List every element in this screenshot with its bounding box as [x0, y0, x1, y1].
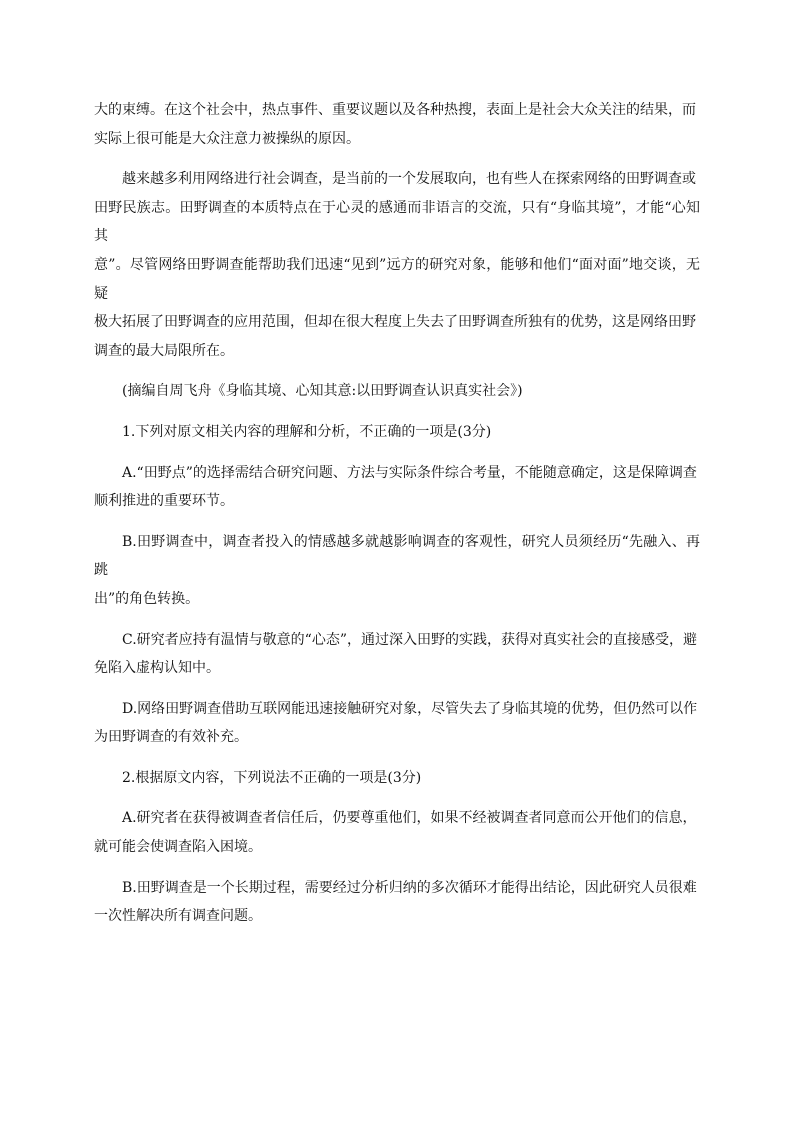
text-line: 调查的最大局限所在。 [94, 342, 234, 359]
text-line: C.研究者应持有温情与敬意的“心态”，通过深入田野的实践，获得对真实社会的直接感受，避 [122, 631, 697, 648]
text-line: (摘编自周飞舟《身临其境、心知其意:以田野调查认识真实社会》) [122, 383, 523, 400]
text-line: 大的束缚。在这个社会中，热点事件、重要议题以及各种热搜，表面上是社会大众关注的结果，而 [94, 102, 696, 118]
text-line: 就可能会使调查陷入困境。 [94, 839, 262, 856]
text-line: 越来越多利用网络进行社会调查，是当前的一个发展取向，也有些人在探索网络的田野调查或 [122, 171, 696, 188]
text-line: 2.根据原文内容，下列说法不正确的一项是(3分) [122, 769, 422, 786]
text-line: D.网络田野调查借助互联网能迅速接触研究对象，尽管失去了身临其境的优势，但仍然可以作 [122, 700, 698, 717]
question-2-stem [94, 764, 700, 793]
text-line: 田野民族志。田野调查的本质特点在于心灵的感通而非语言的交流，只有“身临其境”，才能“心知其 [94, 199, 700, 245]
question-1-option-a [94, 459, 700, 516]
text-line: 为田野调查的有效补充。 [94, 729, 248, 746]
text-line: 实际上很可能是大众注意力被操纵的原因。 [94, 130, 360, 147]
question-1-option-d [94, 695, 700, 752]
source-citation [94, 377, 700, 406]
text-line: 出”的角色转换。 [94, 590, 200, 607]
question-1-option-b [94, 528, 700, 614]
paragraph-network-fieldwork [94, 165, 700, 365]
text-line: B.田野调查是一个长期过程，需要经过分析归纳的多次循环才能得出结论，因此研究人员很难 [122, 879, 697, 896]
question-1-stem [94, 418, 700, 447]
text-line: A.“田野点”的选择需结合研究问题、方法与实际条件综合考量，不能随意确定，这是保障调查 [122, 464, 697, 481]
text-line: 顺利推进的重要环节。 [94, 493, 234, 510]
document-page [94, 96, 700, 931]
paragraph-context-end [94, 96, 700, 153]
text-line: 免陷入虚构认知中。 [94, 660, 220, 677]
text-line: B.田野调查中，调查者投入的情感越多就越影响调查的客观性，研究人员须经历“先融入、再跳 [94, 533, 700, 579]
text-line: 极大拓展了田野调查的应用范围，但却在很大程度上失去了田野调查所独有的优势，这是网络田野 [94, 314, 696, 331]
question-1-option-c [94, 626, 700, 683]
text-line: 一次性解决所有调查问题。 [94, 908, 262, 925]
text-line: A.研究者在获得被调查者信任后，仍要尊重他们，如果不经被调查者同意而公开他们的信息， [122, 810, 697, 827]
text-line: 意”。尽管网络田野调查能帮助我们迅速“见到”远方的研究对象，能够和他们“面对面”地交谈，无疑 [94, 256, 700, 302]
question-2-option-b [94, 874, 700, 931]
text-line: 1.下列对原文相关内容的理解和分析，不正确的一项是(3分) [122, 423, 492, 440]
question-2-option-a [94, 804, 700, 861]
